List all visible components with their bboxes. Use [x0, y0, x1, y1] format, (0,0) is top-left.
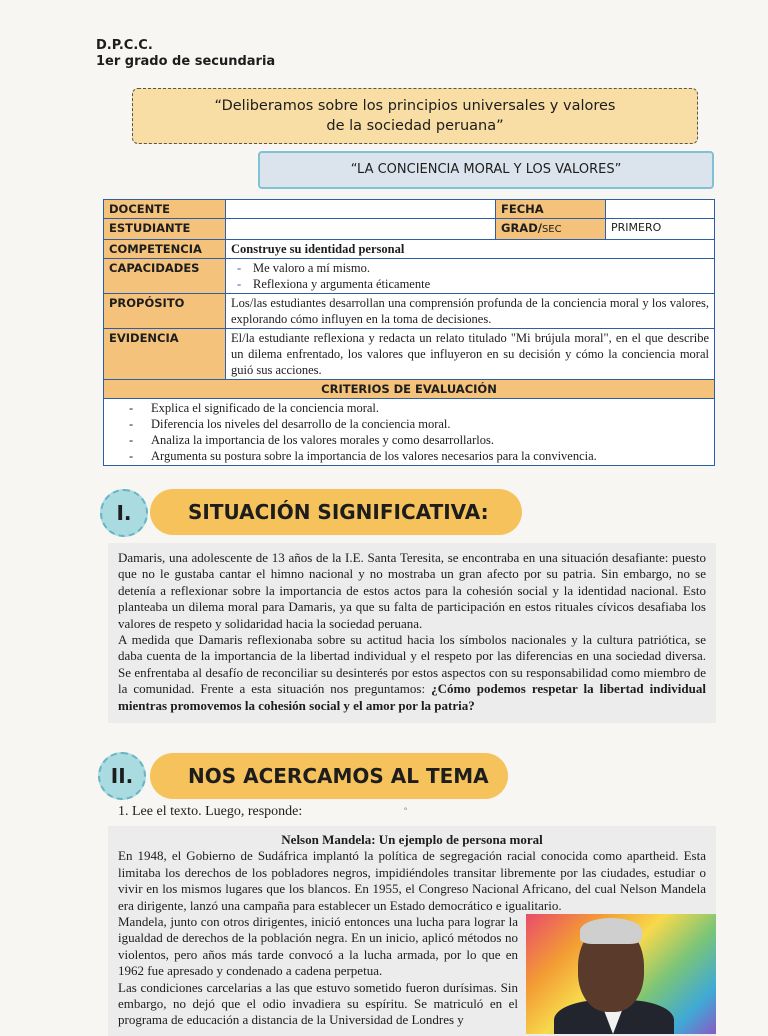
table-row	[104, 294, 715, 329]
evidencia-label: EVIDENCIA	[104, 329, 226, 380]
proposito-value: Los/las estudiantes desarrollan una comprensión profunda de la conciencia moral y los valores, explorando cómo influyen en la toma de decisiones.	[226, 294, 715, 329]
table-row	[104, 259, 715, 294]
section2-title: NOS ACERCAMOS AL TEMA	[150, 753, 508, 799]
section1-number: I.	[100, 489, 148, 537]
proposito-label: PROPÓSITO	[104, 294, 226, 329]
mandela-portrait	[526, 914, 716, 1034]
section1-title: SITUACIÓN SIGNIFICATIVA:	[150, 489, 522, 535]
list-item: - Reflexiona y argumenta éticamente	[237, 276, 709, 292]
stray-mark: °	[404, 806, 408, 815]
unit-title-box	[132, 88, 698, 144]
capacidades-label: CAPACIDADES	[104, 259, 226, 294]
capacidades-list	[231, 260, 709, 292]
docente-field[interactable]	[226, 200, 496, 219]
estudiante-field[interactable]	[226, 219, 496, 240]
fecha-field[interactable]	[606, 200, 715, 219]
capacidades-value	[226, 259, 715, 294]
reading-paragraph-3: Las condiciones carcelarias a las que estuvo sometido fueron durísimas. Sin embargo, no dejó que el odio invadiera su espíritu. Se matriculó en el programa de educación a distancia de la Universidad de Londres y	[118, 979, 518, 1028]
situation-paragraph-2: A medida que Damaris reflexionaba sobre su actitud hacia los símbolos nacionales y la cultura patriótica, se daba cuenta de la importancia de la libertad individual y el respeto por las diferencias en una sociedad diversa. Se enfrentaba al desafío de reconciliar su desinterés por estos aspectos con su responsabilidad como miembro de la comunidad. Frente a esta situación nos preguntamos: ¿Cómo podemos respetar la libertad individual mientras promovemos la cohesión social y el amor por la patria?	[118, 632, 706, 713]
table-row	[104, 380, 715, 399]
unit-title-line2: de la sociedad peruana”	[326, 118, 504, 134]
table-row	[104, 219, 715, 240]
docente-label: DOCENTE	[104, 200, 226, 219]
session-title: “LA CONCIENCIA MORAL Y LOS VALORES”	[258, 151, 714, 189]
grado-field[interactable]: PRIMERO	[606, 219, 715, 240]
competencia-value: Construye su identidad personal	[226, 240, 715, 259]
situation-text	[108, 543, 716, 723]
reading-text	[108, 826, 716, 1036]
grade-level: 1er grado de secundaria	[96, 54, 276, 69]
grado-label: GRAD/SEC	[496, 219, 606, 240]
list-item: - Argumenta su postura sobre la importancia de los valores necesarios para la convivencia.	[129, 448, 709, 464]
fecha-label: FECHA	[496, 200, 606, 219]
criterios-header: CRITERIOS DE EVALUACIÓN	[104, 380, 715, 399]
situation-paragraph-1: Damaris, una adolescente de 13 años de la I.E. Santa Teresita, se encontraba en una situación desafiante: puesto que no le gustaba cantar el himno nacional y no mostraba un gran afecto por su patria. Sin embargo, no se detenía a reflexionar sobre la importancia de estos actos para la cohesión social y la identidad nacional. Esto planteaba un dilema moral para Damaris, ya que su falta de participación en estos rituales cívicos desafiaba los valores de respeto y solidaridad hacia la sociedad peruana.	[118, 550, 706, 631]
table-row	[104, 200, 715, 219]
criterios-list	[109, 400, 709, 464]
list-item: - Analiza la importancia de los valores morales y como desarrollarlos.	[129, 432, 709, 448]
evidencia-value: El/la estudiante reflexiona y redacta un relato titulado "Mi brújula moral", en el que describe un dilema enfrentado, los valores que influyeron en su decisión y cómo la conciencia moral guió sus acciones.	[226, 329, 715, 380]
table-row	[104, 399, 715, 466]
reading-instruction: 1. Lee el texto. Luego, responde:	[118, 804, 303, 819]
table-row	[104, 329, 715, 380]
situation-question: ¿Cómo podemos respetar la libertad individual mientras promovemos la cohesión social y el amor por la patria?	[118, 681, 706, 713]
reading-paragraph-1: En 1948, el Gobierno de Sudáfrica implantó la política de segregación racial conocida como apartheid. Esta limitaba los derechos de los pobladores negros, impidiéndoles transitar libremente por las ciudades, estudiar o vivir en los mismos lugares que los blancos. En 1955, el Congreso Nacional Africano, del cual Nelson Mandela era dirigente, lanzó una campaña para establecer un Estado democrático e igualitario.	[118, 848, 706, 913]
document-header	[96, 38, 275, 70]
reading-title: Nelson Mandela: Un ejemplo de persona moral	[281, 832, 543, 847]
list-item: - Diferencia los niveles del desarrollo de la conciencia moral.	[129, 416, 709, 432]
section2-number: II.	[98, 752, 146, 800]
criterios-list-cell	[104, 399, 715, 466]
course-code: D.P.C.C.	[96, 38, 153, 53]
list-item: - Explica el significado de la conciencia moral.	[129, 400, 709, 416]
estudiante-label: ESTUDIANTE	[104, 219, 226, 240]
table-row	[104, 240, 715, 259]
reading-paragraph-2: Mandela, junto con otros dirigentes, inició entonces una lucha para lograr la igualdad de derechos de la población negra. En un inicio, aplicó métodos no violentos, pero años más tarde convocó a la lucha armada, por lo que en 1962 fue apresado y condenado a cadena perpetua.	[118, 914, 518, 979]
unit-title-line1: “Deliberamos sobre los principios universales y valores	[214, 98, 616, 114]
list-item: - Me valoro a mí mismo.	[237, 260, 709, 276]
info-table	[103, 199, 715, 466]
competencia-label: COMPETENCIA	[104, 240, 226, 259]
